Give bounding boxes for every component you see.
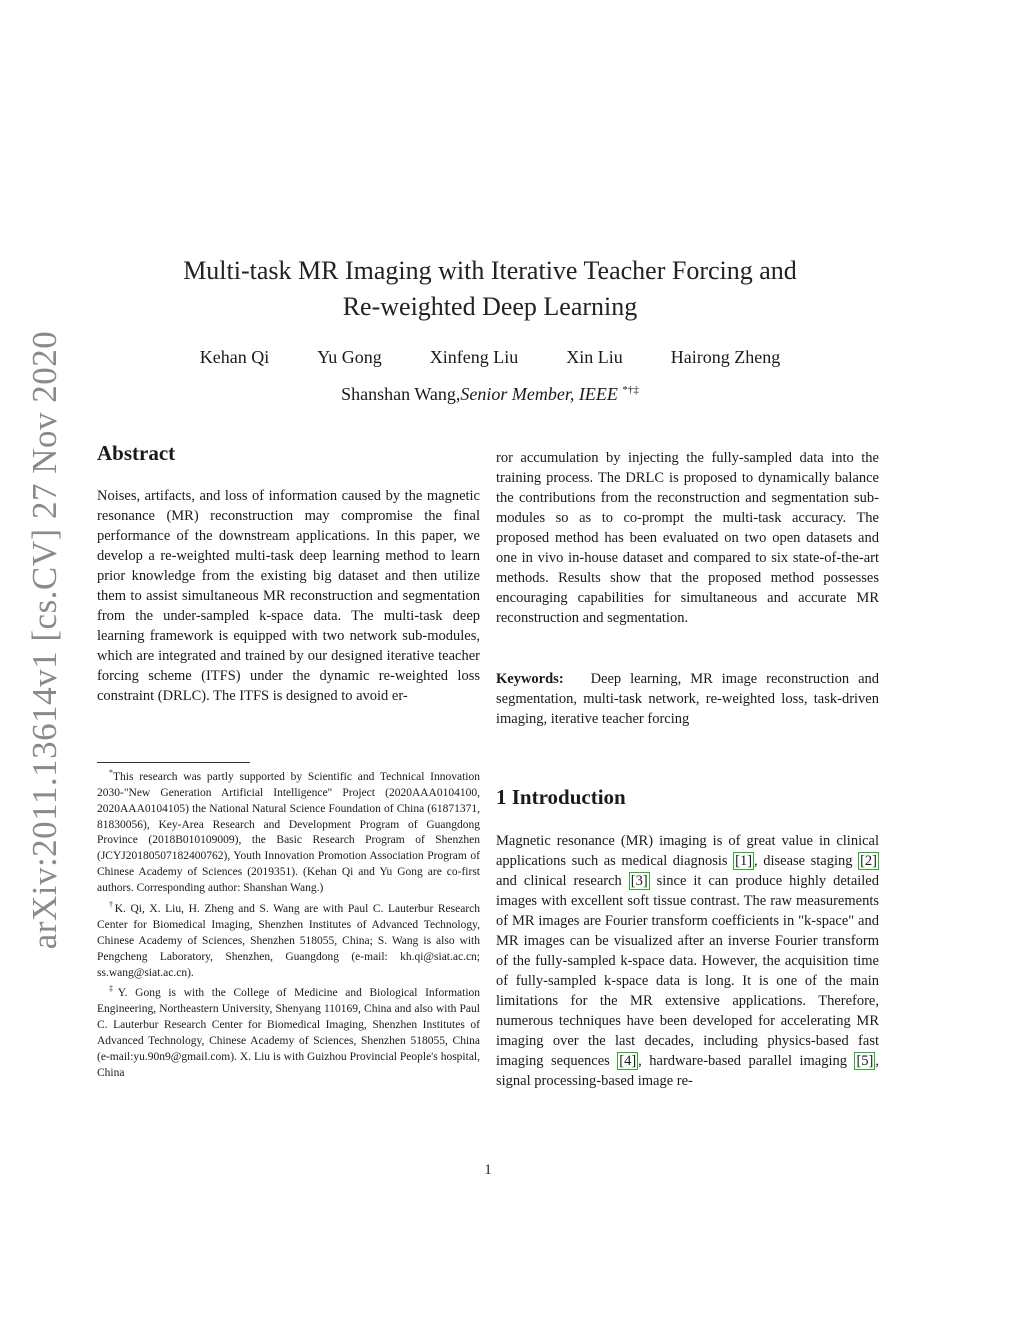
- author-role: Senior Member, IEEE: [460, 384, 618, 404]
- footnote-mark: †: [109, 900, 115, 910]
- page-number: 1: [484, 1162, 492, 1178]
- citation-link[interactable]: [1]: [735, 853, 753, 869]
- footnote-text: This research was partly supported by Scientific and Technical Innovation 2030-"New Generation Artificial Intelligence" Project (2020AAA0104100, 2020AAA0104105) the National Natural Science Foundation of China (61871371, 81830056), Key-Area Research and Development Program of Guangdong Province (2018B010109009), the Basic Research Program of Shenzhen (JCYJ20180507182400762), Youth Innovation Promotion Association Program of Chinese Academy of Sciences (2019351). (Kehan Qi and Yu Gong are co-first authors. Corresponding author: Shanshan Wang.): [97, 770, 480, 895]
- abstract-heading: Abstract: [97, 441, 176, 465]
- introduction-heading: 1 Introduction: [496, 785, 626, 809]
- keywords: [496, 669, 879, 729]
- footnote-affiliation-1: [97, 897, 480, 981]
- footnote-mark: *: [109, 768, 113, 777]
- affiliation-marks: *†‡: [622, 384, 639, 396]
- intro-text-part: since it can produce highly detailed images with excellent soft tissue contrast. The raw measurements of MR images are Fourier transform coefficients in "k-space" and MR images can be visualized after an inverse Fourier transform of the fully-sampled k-space data. However, the acquisition time of fully-sampled k-space data is long. It is one of the main limitations for the MR extensive applications. Therefore, numerous techniques have been developed for accelerating MR imaging over the last decades, including physics-based fast imaging sequences: [496, 873, 879, 1069]
- footnotes: [97, 765, 480, 1082]
- citation-link[interactable]: [2]: [860, 853, 877, 869]
- introduction-text: [496, 831, 879, 1091]
- author-name: Yu Gong: [317, 347, 382, 367]
- footnote-divider: [97, 762, 250, 763]
- intro-text-part: , signal processing-based image re-: [496, 1053, 879, 1089]
- intro-text-part: Magnetic resonance (MR) imaging is of great value in clinical applications such as medical diagnosis: [496, 833, 879, 869]
- author-list-row-2: [140, 378, 840, 406]
- citation-link[interactable]: [4]: [619, 1053, 637, 1069]
- paper-title: [100, 253, 880, 325]
- author-name: Kehan Qi: [199, 347, 270, 367]
- footnote-text: K. Qi, X. Liu, H. Zheng and S. Wang are with Paul C. Lauterbur Research Center for Biomedical Imaging, Shenzhen Institutes of Advanced Technology, Chinese Academy of Sciences, Shenzhen 518055, China; S. Wang is also with Pengcheng Laboratory, Shenzhen, Guangdong (e-mail: kh.qi@siat.ac.cn; ss.wang@siat.ac.cn).: [97, 902, 481, 979]
- citation-link[interactable]: [5]: [856, 1053, 874, 1069]
- footnote-funding: [97, 765, 480, 897]
- arxiv-identifier-stamp: arXiv:2011.13614v1 [cs.CV] 27 Nov 2020: [25, 330, 64, 950]
- intro-text-part: , disease staging: [754, 853, 859, 869]
- author-list: [140, 345, 840, 369]
- author-name: Xin Liu: [566, 347, 623, 367]
- abstract-text-left: Noises, artifacts, and loss of information caused by the magnetic resonance (MR) reconstruction may compromise the final performance of the downstream applications. In this paper, we develop a re-weighted multi-task deep learning method to learn prior knowledge from the existing big dataset and then utilize them to assist simultaneous MR reconstruction and segmentation from the under-sampled k-space data. The multi-task deep learning framework is equipped with two network sub-modules, which are integrated and trained by our designed iterative teacher forcing scheme (ITFS) under the dynamic re-weighted loss constraint (DRLC). The ITFS is designed to avoid er-: [97, 488, 480, 704]
- footnote-mark: ‡: [109, 984, 118, 994]
- footnote-affiliation-2: [97, 981, 480, 1081]
- abstract-text-right: ror accumulation by injecting the fully-sampled data into the training process. The DRLC is proposed to dynamically balance the contributions from the reconstruction and segmentation sub-modules so as to co-prompt the multi-task accuracy. The proposed method has been evaluated on two open datasets and one in vivo in-house dataset and compared to six state-of-the-art methods. Results show that the proposed method possesses encouraging capabilities for simultaneous and accurate MR reconstruction and segmentation.: [496, 450, 879, 626]
- intro-text-part: and clinical research: [496, 873, 629, 889]
- intro-text-part: , hardware-based parallel imaging: [638, 1053, 855, 1069]
- author-name: Shanshan Wang,: [341, 384, 461, 404]
- keywords-text: Deep learning, MR image reconstruction and segmentation, multi-task network, re-weighted loss, task-driven imaging, iterative teacher forcing: [496, 671, 879, 727]
- keywords-label: Keywords:: [496, 671, 564, 687]
- footnote-text: Y. Gong is with the College of Medicine and Biological Information Engineering, Northeastern University, Shenyang 110169, China and also with Paul C. Lauterbur Research Center for Biomedical Imaging, Shenzhen Institutes of Advanced Technology, Chinese Academy of Sciences, Shenzhen 518055, China (e-mail:yu.90n9@gmail.com). X. Liu is with Guizhou Provincial People's hospital, China: [97, 987, 481, 1079]
- title-line-1: Multi-task MR Imaging with Iterative Teacher Forcing and: [183, 256, 797, 285]
- author-name: Xinfeng Liu: [429, 347, 519, 367]
- citation-link[interactable]: [3]: [630, 873, 648, 889]
- author-name: Hairong Zheng: [670, 347, 781, 367]
- title-line-2: Re-weighted Deep Learning: [342, 292, 638, 321]
